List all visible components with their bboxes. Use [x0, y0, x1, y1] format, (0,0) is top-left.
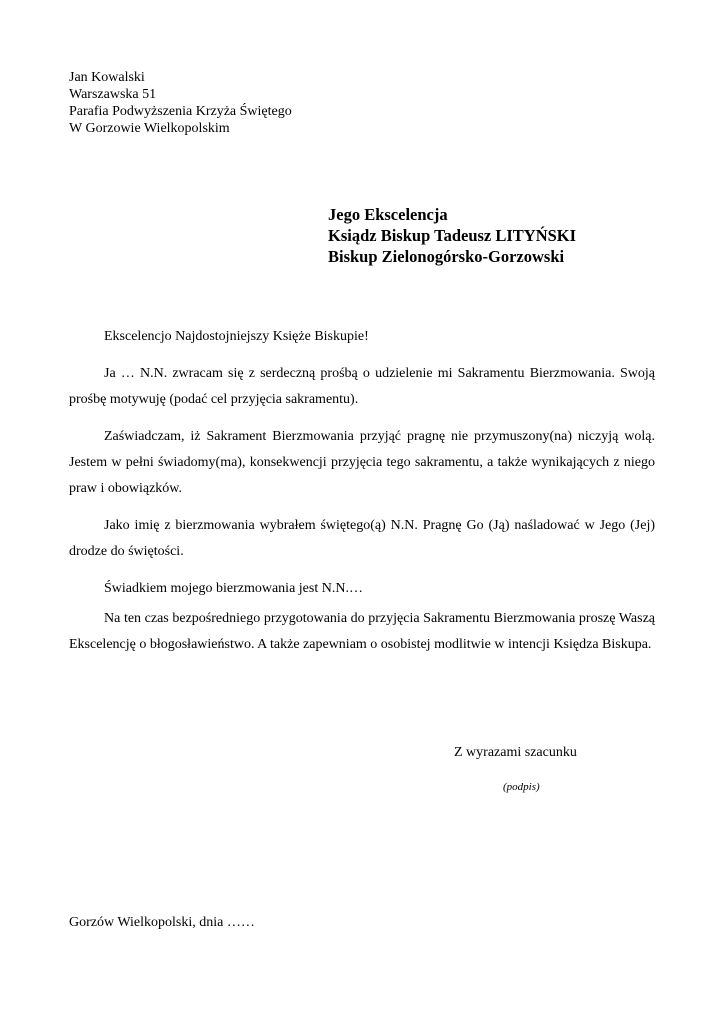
recipient-title: Jego Ekscelencja: [328, 205, 448, 224]
paragraph-request: Ja … N.N. zwracam się z serdeczną prośbą o udzielenie mi Sakramentu Bierzmowania. Swoją prośbę motywuję (podać cel przyjęcia sakramentu).: [69, 366, 655, 407]
letter-body: [69, 324, 655, 658]
recipient-office: Biskup Zielonogórsko-Gorzowski: [328, 247, 565, 266]
greeting: Ekscelencjo Najdostojniejszy Księże Biskupie!: [104, 329, 369, 344]
paragraph-blessing: Na ten czas bezpośredniego przygotowania do przyjęcia Sakramentu Bierzmowania proszę Waszą Ekscelencję o błogosławieństwo. A także zapewniam o osobistej modlitwie w intencji Księdza Biskupa.: [69, 611, 655, 652]
recipient-address: [328, 204, 576, 267]
sender-name: Jan Kowalski: [69, 70, 145, 85]
sender-parish: Parafia Podwyższenia Krzyża Świętego: [69, 104, 292, 119]
closing-salutation: Z wyrazami szacunku: [454, 745, 577, 760]
signature-placeholder: (podpis): [503, 781, 540, 793]
paragraph-patron: Jako imię z bierzmowania wybrałem świętego(ą) N.N. Pragnę Go (Ją) naśladować w Jego (Jej) drodze do świętości.: [69, 518, 655, 559]
paragraph-sponsor: Świadkiem mojego bierzmowania jest N.N.…: [104, 581, 363, 596]
sender-city: W Gorzowie Wielkopolskim: [69, 121, 230, 136]
sender-address: [69, 69, 292, 137]
paragraph-declaration: Zaświadczam, iż Sakrament Bierzmowania przyjąć pragnę nie przymuszony(na) niczyją wolą. Jestem w pełni świadomy(ma), konsekwencji przyjęcia tego sakramentu, a także wynikających z niego praw i obowiązków.: [69, 429, 655, 496]
recipient-name: Ksiądz Biskup Tadeusz LITYŃSKI: [328, 226, 577, 245]
place-date: Gorzów Wielkopolski, dnia ……: [69, 915, 255, 930]
sender-street: Warszawska 51: [69, 87, 157, 102]
